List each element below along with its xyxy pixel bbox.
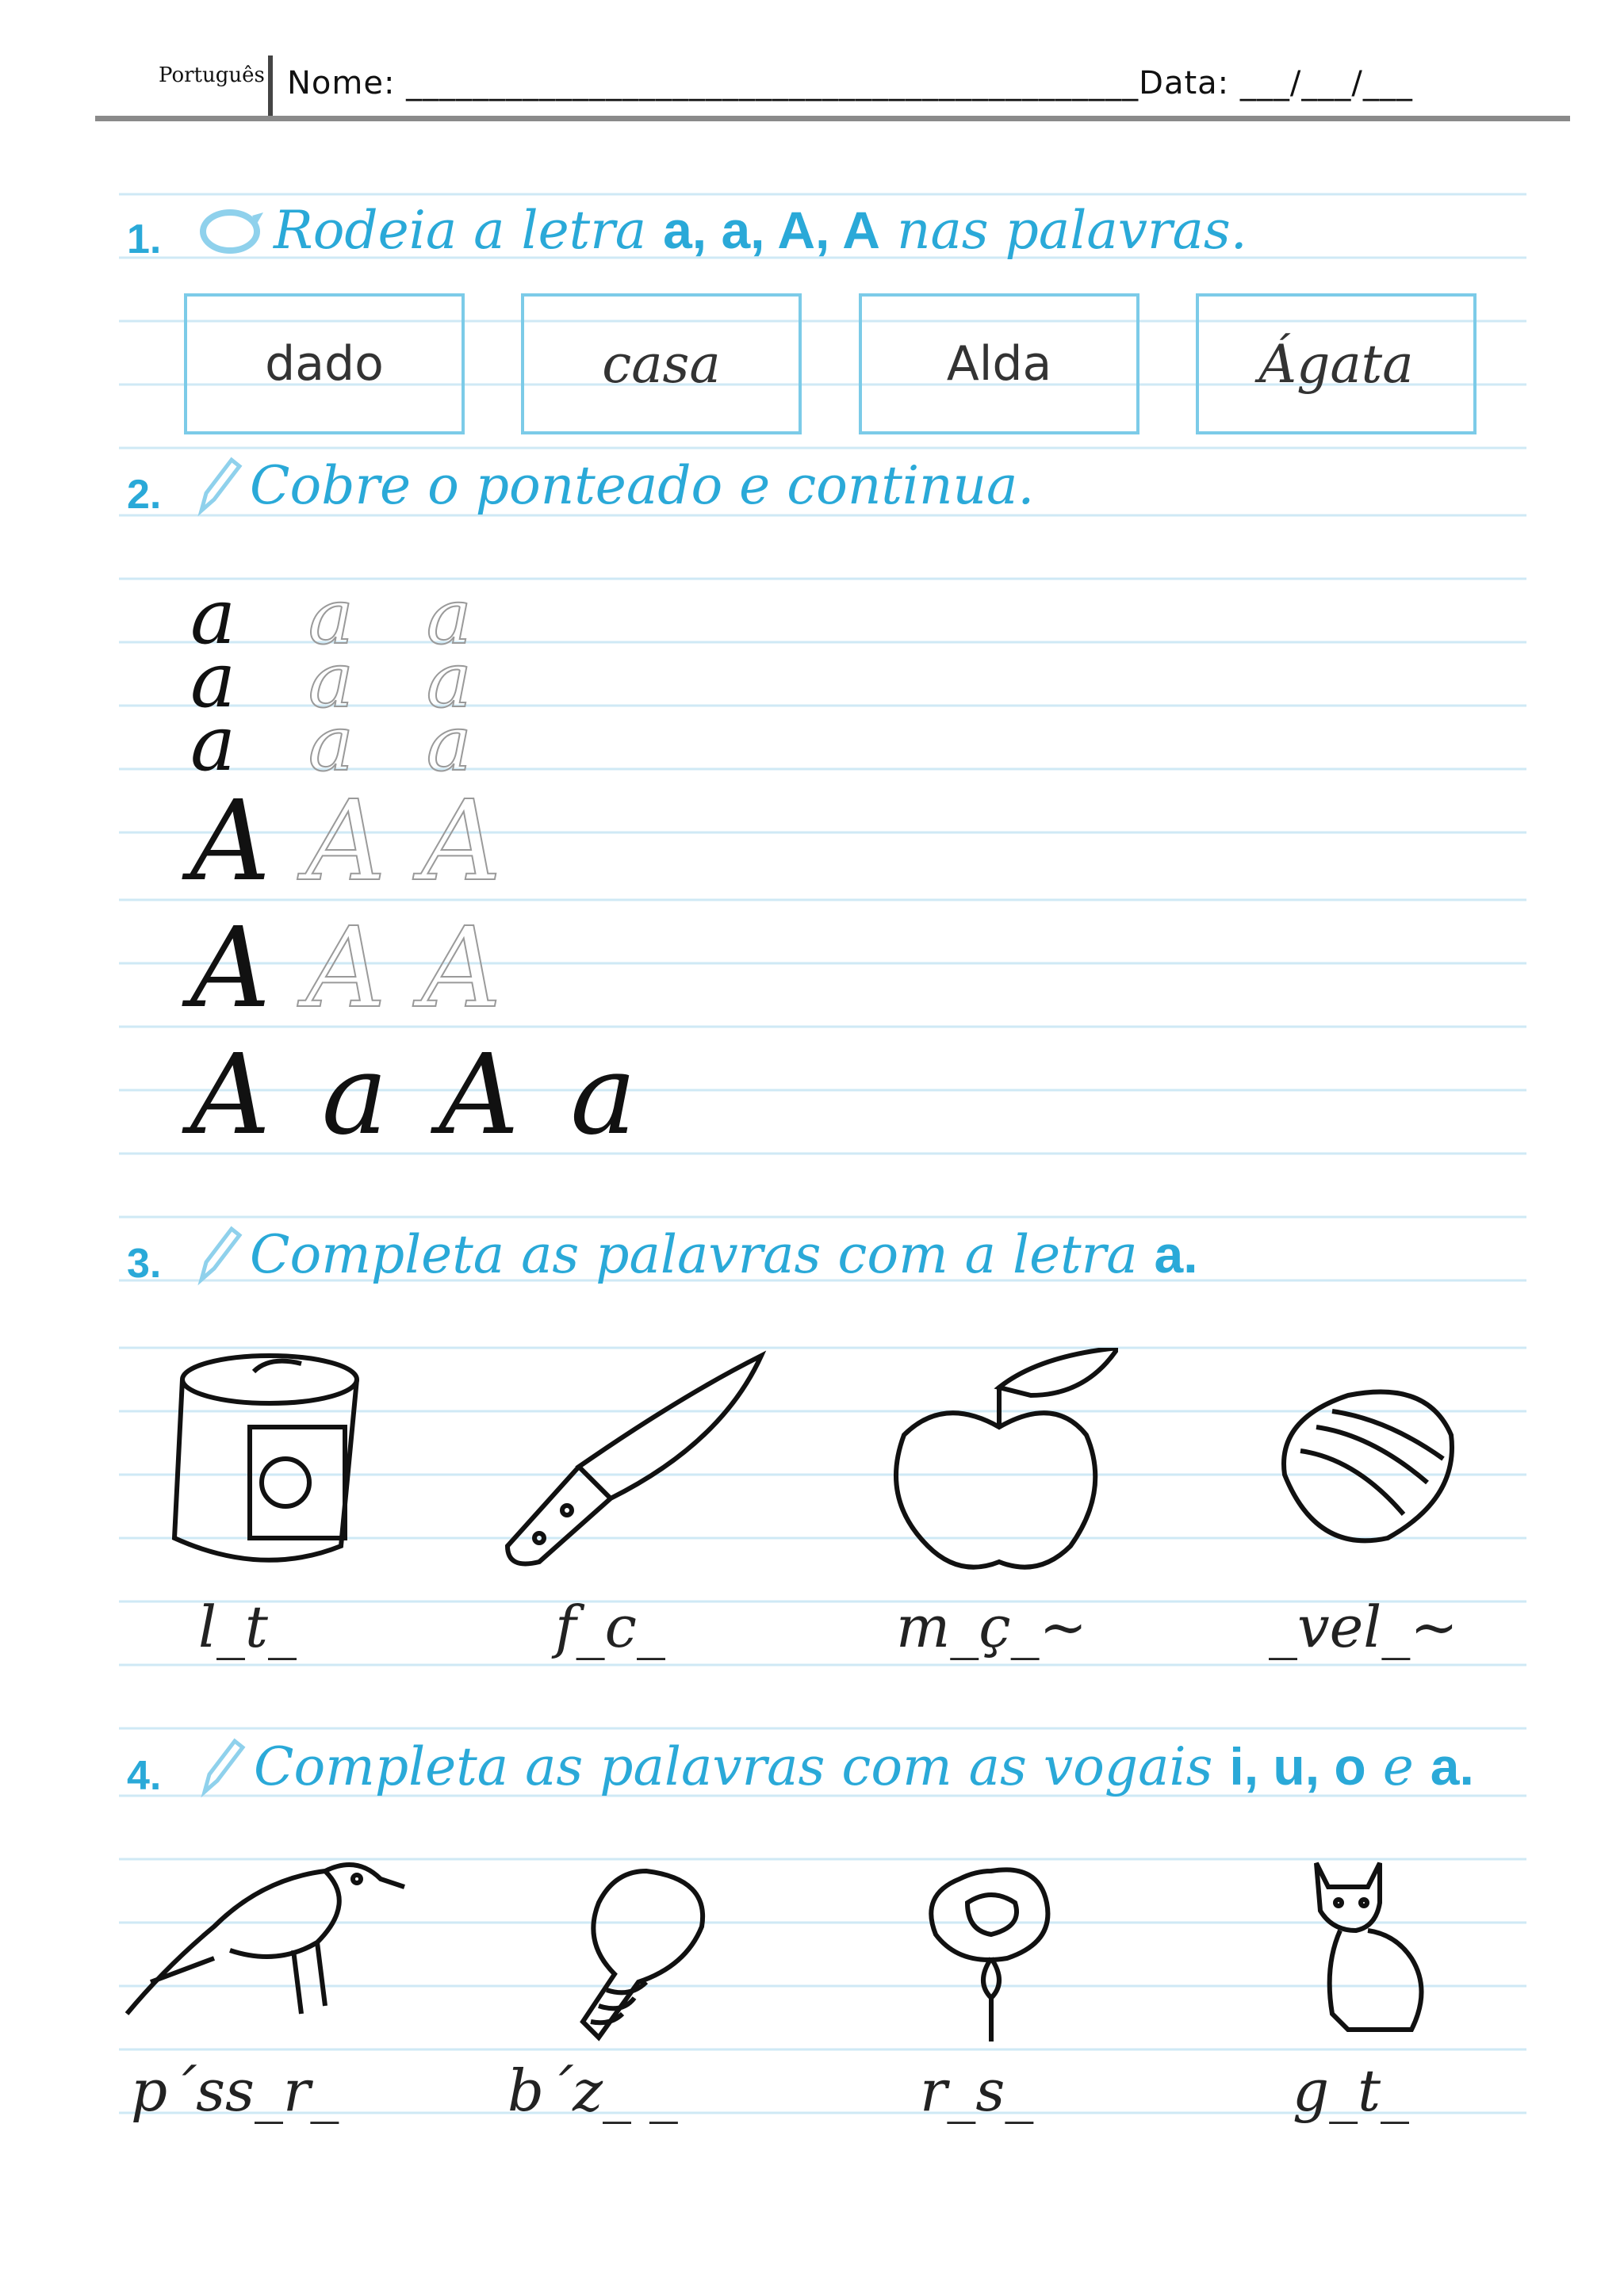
exercise-3-text: Completa as palavras com a letra	[250, 1224, 1138, 1285]
exercise-2-number: 2.	[127, 472, 162, 518]
name-date-field[interactable]: Nome: ____________________________________________Data: ___/___/___	[287, 65, 1413, 101]
apple-icon	[880, 1348, 1118, 1581]
subject-label: Português	[159, 63, 265, 87]
word-box-3[interactable]: Alda	[859, 293, 1139, 434]
exercise-1-letters: a, a, A, A	[663, 201, 880, 259]
trace-row-3	[190, 699, 472, 788]
exercise-4-last: a.	[1430, 1737, 1474, 1796]
can-icon	[167, 1348, 373, 1581]
word-blank-rose[interactable]: r_s_	[920, 2057, 1034, 2124]
word-box-4[interactable]: Ágata	[1196, 293, 1477, 434]
exercise-1-number: 1.	[127, 216, 162, 262]
exercise-4-instruction	[254, 1736, 1474, 1797]
dotted-letter[interactable]: a	[426, 699, 472, 788]
dotted-letter[interactable]: A	[305, 777, 386, 906]
dotted-letter[interactable]: A	[421, 904, 502, 1033]
model-letter: a	[190, 636, 236, 725]
model-letter: A	[190, 777, 271, 906]
shell-icon	[567, 1863, 718, 2049]
word-box-1[interactable]: dado	[184, 293, 465, 434]
exercise-4-number: 4.	[127, 1753, 162, 1799]
dotted-letter[interactable]: a	[308, 699, 354, 788]
trace-row-6: A a A a	[190, 1031, 637, 1160]
trace-row-4	[190, 777, 501, 906]
pencil-icon	[198, 1735, 246, 1801]
exercise-1-text-end: nas palavras.	[896, 200, 1247, 261]
exercise-3-number: 3.	[127, 1241, 162, 1287]
exercise-4-letters: i, u, o	[1229, 1737, 1366, 1796]
word-blank-bird[interactable]: p´ss_r_	[131, 2057, 339, 2124]
model-letter: A	[190, 904, 271, 1033]
circle-action-icon	[197, 205, 265, 260]
exercise-4-conj: e	[1382, 1736, 1414, 1797]
dotted-letter[interactable]: a	[426, 636, 472, 725]
cat-icon	[1293, 1847, 1435, 2041]
model-letter: a	[190, 699, 236, 788]
dotted-letter[interactable]: A	[305, 904, 386, 1033]
header-divider	[268, 55, 273, 119]
exercise-3-instruction	[250, 1224, 1198, 1285]
dotted-letter[interactable]: a	[426, 572, 472, 661]
dotted-letter[interactable]: a	[308, 636, 354, 725]
dotted-letter[interactable]: A	[421, 777, 502, 906]
model-letter: a	[190, 572, 236, 661]
worksheet-header	[95, 52, 1570, 122]
word-blank-apple[interactable]: m_ç_~	[896, 1594, 1087, 1660]
pencil-icon	[195, 453, 243, 520]
exercise-2-instruction: Cobre o ponteado e continua.	[250, 455, 1035, 516]
trace-row-5	[190, 904, 501, 1033]
word-box-2[interactable]: casa	[521, 293, 802, 434]
dotted-letter[interactable]: a	[308, 572, 354, 661]
exercise-4-text: Completa as palavras com as vogais	[254, 1736, 1213, 1797]
header-rule	[95, 116, 1570, 121]
word-blank-shell[interactable]: b´z_ _	[508, 2057, 678, 2124]
knife-icon	[492, 1348, 777, 1581]
exercise-1-text: Rodeia a letra	[274, 200, 647, 261]
exercise-3-letter: a.	[1154, 1225, 1198, 1284]
word-blank-hazelnut[interactable]: _vel_~	[1269, 1594, 1458, 1660]
hazelnut-icon	[1269, 1380, 1459, 1557]
bird-icon	[119, 1855, 420, 2033]
exercise-1-instruction	[274, 200, 1247, 261]
rose-icon	[912, 1855, 1071, 2049]
word-blank-knife[interactable]: f_c_	[555, 1594, 665, 1660]
word-blank-cat[interactable]: g_t_	[1293, 2057, 1410, 2124]
pencil-icon	[195, 1223, 243, 1289]
word-blank-can[interactable]: l_t_	[198, 1594, 297, 1660]
